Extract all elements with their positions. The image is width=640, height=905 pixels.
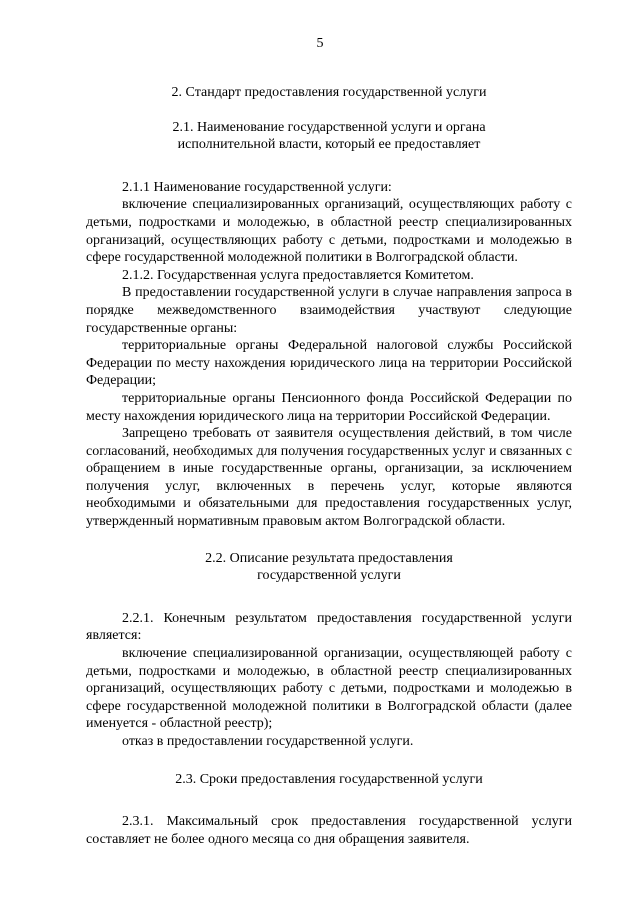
subsection-title-line: 2.1. Наименование государственной услуги и органа <box>172 119 486 135</box>
paragraph: включение специализированных организаций, осуществляющих работу с детьми, подростками и молодежью, в областной реестр специализированных организаций, осуществляющих работу с детьми, подростками и молодежью в сфере государственной молодежной политики в Волгоградской области. <box>86 197 572 266</box>
subsection-title-2-3: 2.3. Сроки предоставления государственной услуги <box>175 771 483 787</box>
subsection-title-2-1 <box>86 119 572 154</box>
paragraph: территориальные органы Пенсионного фонда Российской Федерации по месту нахождения юридического лица на территории Российской Федерации. <box>86 390 572 424</box>
page-number: 5 <box>316 36 324 51</box>
paragraph: 2.1.1 Наименование государственной услуги: <box>122 179 392 195</box>
subsection-title-2-2 <box>86 550 572 585</box>
subsection-title-line: исполнительной власти, который ее предоставляет <box>177 137 481 153</box>
paragraph: 2.3.1. Максимальный срок предоставления государственной услуги составляет не более одного месяца со дня обращения заявителя. <box>86 814 572 847</box>
subsection-title-line: государственной услуги <box>257 568 401 584</box>
section-title: 2. Стандарт предоставления государственной услуги <box>171 85 487 100</box>
paragraph: 2.2.1. Конечным результатом предоставления государственной услуги является: <box>86 610 572 644</box>
paragraph: 2.1.2. Государственная услуга предоставляется Комитетом. <box>122 267 474 283</box>
paragraph: включение специализированной организации, осуществляющей работу с детьми, подростками и молодежью, в областной реестр специализированных организаций, осуществляющих работу с детьми, подростками и молодежью в сфере государственной молодежной политики в Волгоградской области (далее именуется - областной реестр); <box>86 646 572 732</box>
paragraph: отказ в предоставлении государственной услуги. <box>122 734 414 749</box>
paragraph: Запрещено требовать от заявителя осуществления действий, в том числе согласований, необходимых для получения государственных услуг и связанных с обращением в иные государственные органы, организации, за исключением получения услуг, включенных в перечень услуг, которые являются необходимыми и обязательными для предоставления государственных услуг, утвержденный нормативным правовым актом Волгоградской области. <box>86 426 572 530</box>
paragraph: В предоставлении государственной услуги в случае направления запроса в порядке межведомственного взаимодействия участвуют следующие государственные органы: <box>86 285 572 336</box>
paragraph: территориальные органы Федеральной налоговой службы Российской Федерации по месту нахождения юридического лица на территории Российской Федерации; <box>86 338 572 389</box>
subsection-title-line: 2.2. Описание результата предоставления <box>205 550 453 566</box>
document-body <box>86 84 572 848</box>
